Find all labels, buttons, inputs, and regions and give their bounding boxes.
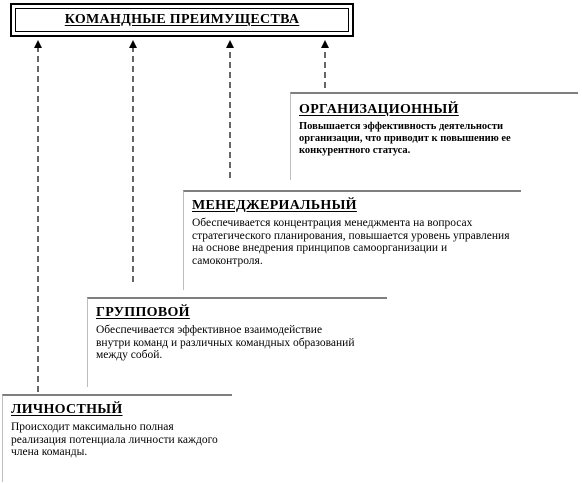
level-panel-group [87, 297, 387, 387]
level-description: Обеспечивается концентрация менеджмента на вопросах стратегического планирования, повышается уровень управления на основе внедрения принципов самоорганизации и самоконтроля. [192, 217, 510, 267]
level-heading: ЛИЧНОСТНЫЙ [11, 402, 123, 417]
level-panel-personal [2, 394, 232, 482]
level-heading: МЕНЕДЖЕРИАЛЬНЫЙ [192, 198, 357, 213]
level-heading: ОРГАНИЗАЦИОННЫЙ [299, 102, 459, 117]
level-description: Обеспечивается эффективное взаимодействие внутри команд и различных командных образований между собой. [96, 324, 355, 361]
level-description: Происходит максимально полная реализация потенциала личности каждого члена команды. [11, 421, 218, 458]
level-panel-managerial [183, 190, 521, 290]
diagram-title: КОМАНДНЫЕ ПРЕИМУЩЕСТВА [64, 12, 300, 27]
level-panel-organizational [290, 92, 578, 180]
level-description: Повышается эффективность деятельности организации, что приводит к повышению ее конкурентного статуса. [299, 121, 511, 156]
level-heading: ГРУППОВОЙ [96, 305, 190, 320]
